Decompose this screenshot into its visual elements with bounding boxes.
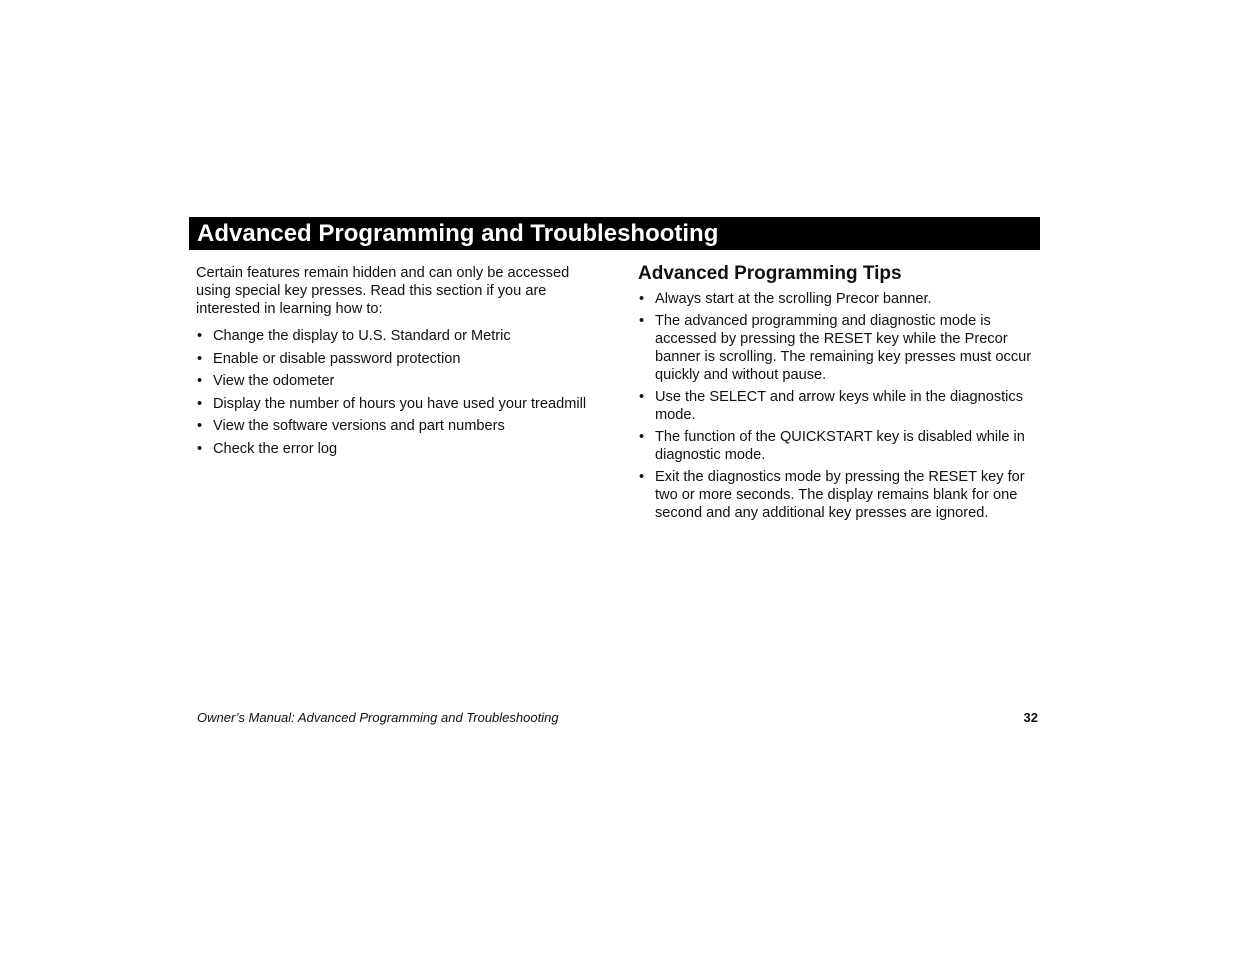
list-item: • The advanced programming and diagnostic mode is accessed by pressing the RESET key while the Precor banner is scrolling. The remaining key presses must occur quickly and without pause. — [638, 312, 1040, 384]
list-item: • Enable or disable password protection — [196, 350, 606, 368]
footer-text: Owner’s Manual: Advanced Programming and Troubleshooting — [197, 710, 559, 725]
list-item: • Use the SELECT and arrow keys while in the diagnostics mode. — [638, 388, 1040, 424]
tips-list — [638, 290, 1040, 522]
list-item: • Display the number of hours you have used your treadmill — [196, 395, 606, 413]
list-item: • View the odometer — [196, 372, 606, 390]
list-item: • View the software versions and part numbers — [196, 417, 606, 435]
feature-list — [196, 327, 606, 458]
section-heading: Advanced Programming Tips — [638, 263, 902, 284]
list-item: • Change the display to U.S. Standard or Metric — [196, 327, 606, 345]
list-item: • Always start at the scrolling Precor banner. — [638, 290, 1040, 308]
page-title: Advanced Programming and Troubleshooting — [189, 217, 1040, 250]
page-number: 32 — [1023, 710, 1038, 725]
list-item: • Check the error log — [196, 440, 606, 458]
list-item: • The function of the QUICKSTART key is disabled while in diagnostic mode. — [638, 428, 1040, 464]
left-column — [196, 264, 606, 463]
intro-paragraph: Certain features remain hidden and can only be accessed using special key presses. Read this section if you are interested in learning how to: — [196, 265, 570, 317]
right-column — [638, 262, 1040, 526]
list-item: • Exit the diagnostics mode by pressing the RESET key for two or more seconds. The display remains blank for one second and any additional key presses are ignored. — [638, 468, 1040, 522]
